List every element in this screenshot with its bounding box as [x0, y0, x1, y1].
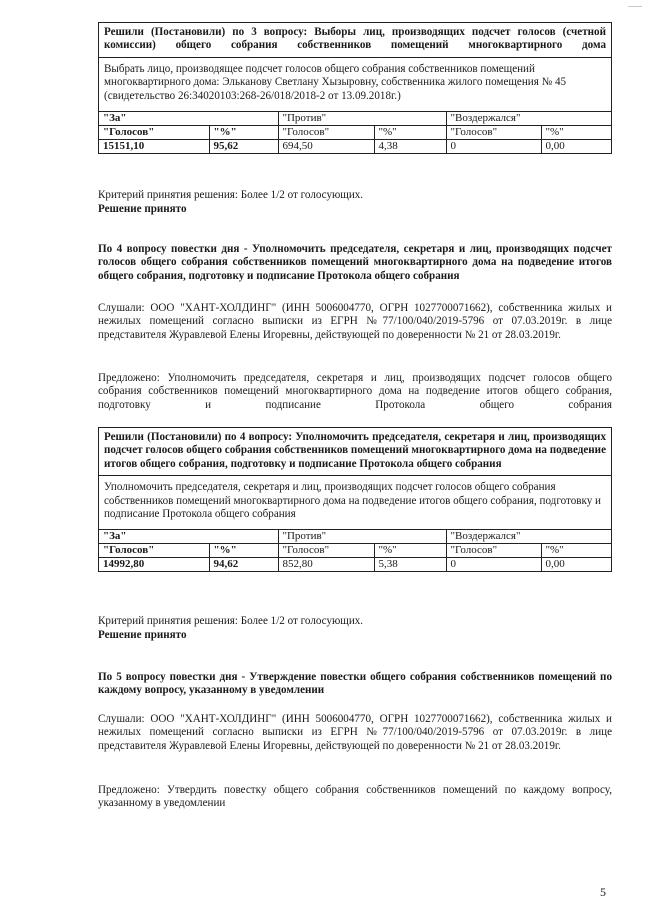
- vozd-header: "Воздержался": [446, 530, 611, 544]
- vozd-pct: 0,00: [541, 558, 611, 572]
- q4-listened: Слушали: ООО "ХАНТ-ХОЛДИНГ" (ИНН 5006004770, ОГРН 1027700071662), собственника жилых и нежилых помещений согласно выписки из ЕГРН №77/100/040/2019-5796 от 07.03.2019г. в лице представителя Журавлевой Елены Игоревны, действующей по доверенности № 21 от 28.03.2019г.: [98, 302, 612, 341]
- vozd-golosov-label: "Голосов": [446, 126, 541, 140]
- za-pct-label: "%": [209, 126, 278, 140]
- vozd-pct: 0,00: [541, 140, 611, 154]
- q4-proposed: Предложено: Уполномочить председателя, секретаря и лиц, производящих подсчет голосов общего собрания собственников помещений многоквартирного дома на подведение итогов общего собрания, подготовку и подписание Протокола общего собрания: [98, 372, 612, 411]
- q3-decision-heading: Решили (Постановили) по 3 вопросу: Выборы лиц, производящих подсчет голосов (счетной комиссии) общего собрания собственников помещений многоквартирного дома: [99, 23, 611, 58]
- q4-heading: По 4 вопросу повестки дня - Уполномочить председателя, секретаря и лиц, производящих подсчет голосов общего собрания собственников помещений многоквартирного дома на подведение итогов общего собрания, подготовку и подписание Протокола общего собрания: [98, 243, 612, 282]
- protiv-golosov-label: "Голосов": [278, 126, 374, 140]
- protiv-pct: 5,38: [374, 558, 446, 572]
- za-votes: 15151,10: [99, 140, 209, 154]
- za-votes: 14992,80: [99, 558, 209, 572]
- q5-heading: По 5 вопросу повестки дня - Утверждение повестки общего собрания собственников помещений по каждому вопросу, указанному в уведомлении: [98, 671, 612, 697]
- table-row: [99, 544, 611, 558]
- q5-listened: Слушали: ООО "ХАНТ-ХОЛДИНГ" (ИНН 5006004770, ОГРН 1027700071662), собственника жилых и нежилых помещений согласно выписки из ЕГРН №77/100/040/2019-5796 от 07.03.2019г. в лице представителя Журавлевой Елены Игоревны, действующей по доверенности № 21 от 28.03.2019г.: [98, 713, 612, 752]
- protiv-pct: 4,38: [374, 140, 446, 154]
- protiv-header: "Против": [278, 112, 446, 126]
- q3-decision-box: [98, 22, 612, 154]
- table-row: [99, 126, 611, 140]
- protiv-votes: 694,50: [278, 140, 374, 154]
- za-pct-label: "%": [209, 544, 278, 558]
- za-pct: 94,62: [209, 558, 278, 572]
- protiv-votes: 852,80: [278, 558, 374, 572]
- table-row: [99, 530, 611, 544]
- q3-result: Решение принято: [98, 203, 187, 215]
- vozd-votes: 0: [446, 558, 541, 572]
- q4-votes-table: [99, 530, 611, 571]
- za-golosov-label: "Голосов": [99, 126, 209, 140]
- protiv-golosov-label: "Голосов": [278, 544, 374, 558]
- q3-criterion: Критерий принятия решения: Более 1/2 от голосующих.: [98, 189, 364, 201]
- table-row: [99, 140, 611, 154]
- vozd-pct-label: "%": [541, 126, 611, 140]
- corner-mark: [628, 6, 642, 7]
- q4-decision-box: [98, 427, 612, 572]
- za-header: "За": [99, 112, 278, 126]
- vozd-golosov-label: "Голосов": [446, 544, 541, 558]
- protiv-header: "Против": [278, 530, 446, 544]
- q5-proposed: Предложено: Утвердить повестку общего собрания собственников помещений по каждому вопросу, указанному в уведомлении: [98, 784, 612, 810]
- table-row: [99, 558, 611, 572]
- table-row: [99, 112, 611, 126]
- vozd-votes: 0: [446, 140, 541, 154]
- page-number: 5: [600, 885, 606, 899]
- q4-decision-heading: Решили (Постановили) по 4 вопросу: Уполномочить председателя, секретаря и лиц, производящих подсчет голосов общего собрания собственников помещений многоквартирного дома на подведение итогов общего собрания, подготовку и подписание Протокола общего собрания: [99, 428, 611, 476]
- q4-result: Решение принято: [98, 629, 187, 641]
- q4-decision-text: Уполномочить председателя, секретаря и лиц, производящих подсчет голосов общего собрания собственников помещений многоквартирного дома на подведение итогов общего собрания, подготовку и подписание Протокола общего собрания: [99, 476, 611, 530]
- q4-criterion: Критерий принятия решения: Более 1/2 от голосующих.: [98, 615, 364, 627]
- protiv-pct-label: "%": [374, 544, 446, 558]
- q3-votes-table: [99, 112, 611, 153]
- za-header: "За": [99, 530, 278, 544]
- za-golosov-label: "Голосов": [99, 544, 209, 558]
- vozd-header: "Воздержался": [446, 112, 611, 126]
- vozd-pct-label: "%": [541, 544, 611, 558]
- protiv-pct-label: "%": [374, 126, 446, 140]
- za-pct: 95,62: [209, 140, 278, 154]
- q3-decision-text: Выбрать лицо, производящее подсчет голосов общего собрания собственников помещений многоквартирного дома: Эльканову Светлану Хызыровну, собственника жилого помещения № 45 (свидетельство 26:34020103:268-26/018/2018-2 от 13.09.2018г.): [99, 58, 611, 112]
